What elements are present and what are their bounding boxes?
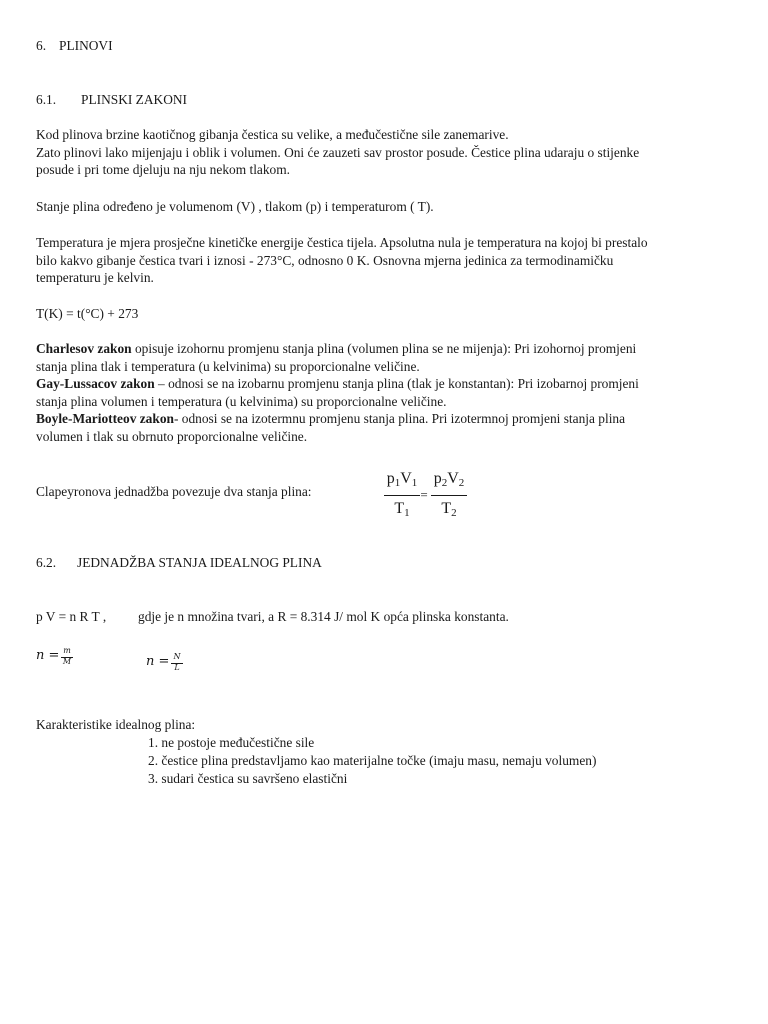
section-title: PLINOVI <box>59 38 113 53</box>
section-title: JEDNADŽBA STANJA IDEALNOG PLINA <box>77 555 322 570</box>
formula-numerator: N <box>173 652 181 661</box>
law-text: – odnosi se na izobarnu promjenu stanja plina (tlak je konstantan): Pri izobarnoj promjeni <box>154 376 639 391</box>
formula-denominator: M <box>62 657 72 666</box>
text-line: bilo kakvo gibanje čestica tvari i iznosi - 273°C, odnosno 0 K. Osnovna mjerna jedinica za termodinamičku <box>36 252 614 268</box>
law-charles <box>36 340 639 358</box>
clapeyron-equation <box>384 470 484 526</box>
law-name: Charlesov zakon <box>36 341 132 356</box>
list-item: 1. ne postoje međučestične sile <box>148 735 315 750</box>
ideal-gas-equation <box>36 608 736 626</box>
law-text: - odnosi se na izotermnu promjenu stanja plina. Pri izotermnoj promjeni stanja plina <box>173 411 626 426</box>
law-name: Gay-Lussacov zakon <box>36 376 155 391</box>
law-boyle-mariotte <box>36 410 639 428</box>
text-line: volumen i tlak su obrnuto proporcionalne veličine. <box>36 428 308 444</box>
characteristics-title: Karakteristike idealnog plina: <box>36 717 196 732</box>
text-line: temperaturu je kelvin. <box>36 270 154 285</box>
fraction-numerator-1: $p_1V_1$ <box>386 470 418 489</box>
paragraph-temperature <box>36 234 648 287</box>
section-number: 6. <box>36 38 47 53</box>
paragraph-gas-state: Stanje plina određeno je volumenom (V) , tlakom (p) i temperaturom ( T). <box>36 199 434 214</box>
fraction-bar <box>431 495 467 496</box>
section-number: 6.2. <box>36 555 57 570</box>
clapeyron-text: Clapeyronova jednadžba povezuje dva stanja plina: <box>36 484 312 499</box>
fraction-bar <box>384 495 420 496</box>
list-item: 2. čestice plina predstavljamo kao materijalne točke (imaju masu, nemaju volumen) <box>148 753 597 768</box>
text-line: stanja plina tlak i temperatura (u kelvinima) su proporcionalne veličine. <box>36 358 420 374</box>
equals-sign: = <box>420 487 428 502</box>
section-heading-6-2 <box>36 554 322 572</box>
formula-numerator: m <box>63 646 71 655</box>
formula-kelvin-conversion: T(K) = t(°C) + 273 <box>36 306 139 321</box>
document-page <box>36 0 736 1024</box>
text-line: Kod plinova brzine kaotičnog gibanja čestica su velike, a međučestične sile zanemarive. <box>36 127 509 142</box>
formula-lhs: n = <box>146 654 170 669</box>
formula-lhs: n = <box>36 648 60 663</box>
section-number: 6.1. <box>36 92 57 107</box>
fraction-denominator-1: $T_1$ <box>394 500 410 519</box>
fraction-denominator-2: $T_2$ <box>441 500 457 519</box>
law-text: opisuje izohornu promjenu stanja plina (volumen plina se ne mijenja): Pri izohornoj promjeni <box>131 341 637 356</box>
formula-n-m-over-M <box>36 646 86 670</box>
text-line: Temperatura je mjera prosječne kinetičke energije čestica tijela. Apsolutna nula je temperatura na kojoj bi prestalo <box>36 235 648 250</box>
equation-description: gdje je n množina tvari, a R = 8.314 J/ mol K opća plinska konstanta. <box>138 609 509 624</box>
formula-n-N-over-L <box>146 652 196 676</box>
formula-denominator: L <box>174 663 180 672</box>
paragraph-gas-properties <box>36 126 639 179</box>
section-heading-6 <box>36 37 113 55</box>
law-name: Boyle-Mariotteov zakon <box>36 411 174 426</box>
equation: p V = n R T , <box>36 609 107 624</box>
gas-laws-block <box>36 340 639 445</box>
text-line: stanja plina volumen i temperatura (u kelvinima) su proporcionalne veličine. <box>36 393 447 409</box>
section-heading-6-1 <box>36 91 187 109</box>
section-title: PLINSKI ZAKONI <box>81 92 188 107</box>
list-item: 3. sudari čestica su savršeno elastični <box>148 771 348 786</box>
law-gay-lussac <box>36 375 639 393</box>
fraction-numerator-2: $p_2V_2$ <box>433 470 465 489</box>
text-line: posude i pri tome djeluju na nju nekom tlakom. <box>36 162 291 177</box>
text-line: Zato plinovi lako mijenjaju i oblik i volumen. Oni će zauzeti sav prostor posude. Čestice plina udaraju o stijenke <box>36 144 640 160</box>
